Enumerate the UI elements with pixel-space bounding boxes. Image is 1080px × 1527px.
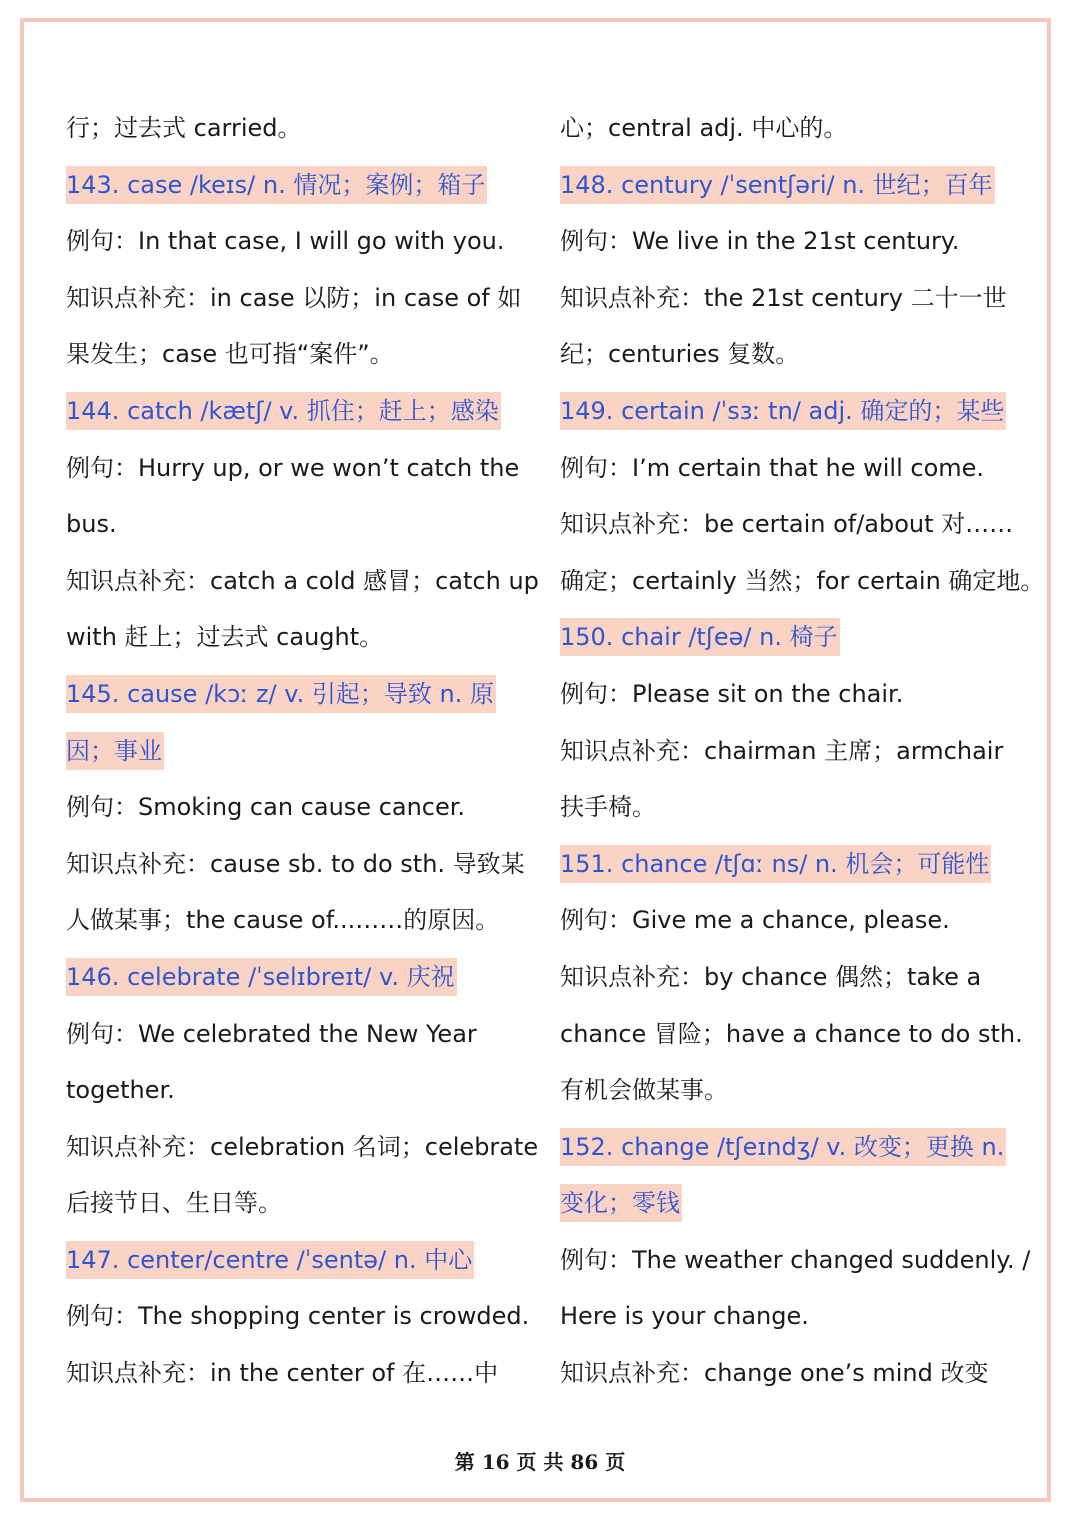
text-line: 知识点补充：in the center of 在……中 bbox=[66, 1359, 499, 1388]
text-line: 知识点补充：in case 以防；in case of 如 bbox=[66, 283, 522, 312]
entry-heading: 152. change /tʃeɪndʒ/ v. 改变；更换 n. bbox=[560, 1119, 1030, 1176]
text-line: with 赶上；过去式 caught。 bbox=[66, 623, 384, 652]
text-line: 例句：We celebrated the New Year bbox=[66, 1019, 477, 1048]
left-column bbox=[66, 100, 539, 1402]
entry-heading: 144. catch /kætʃ/ v. 抓住；赶上；感染 bbox=[66, 383, 536, 440]
text-line: 知识点补充：the 21st century 二十一世 bbox=[560, 283, 1007, 312]
text-line: 知识点补充：change one’s mind 改变 bbox=[560, 1359, 989, 1388]
text-line: 人做某事；the cause of...……的原因。 bbox=[66, 906, 500, 935]
text-line: 纪；centuries 复数。 bbox=[560, 340, 800, 369]
text-line: bus. bbox=[66, 510, 117, 539]
entry-heading: 151. chance /tʃɑː ns/ n. 机会；可能性 bbox=[560, 836, 1030, 893]
entry-heading: 149. certain /ˈsɜː tn/ adj. 确定的；某些 bbox=[560, 383, 1030, 440]
text-line: 知识点补充：celebration 名词；celebrate bbox=[66, 1132, 539, 1161]
text-line: 知识点补充：by chance 偶然；take a bbox=[560, 962, 982, 991]
text-line: 果发生；case 也可指“案件”。 bbox=[66, 340, 394, 369]
entry-heading: 146. celebrate /ˈselɪbreɪt/ v. 庆祝 bbox=[66, 949, 536, 1006]
entry-heading: 145. cause /kɔː z/ v. 引起；导致 n. 原 bbox=[66, 666, 536, 723]
text-line: 例句：We live in the 21st century. bbox=[560, 227, 960, 256]
text-line: 例句：Give me a chance, please. bbox=[560, 906, 950, 935]
text-line: 例句：In that case, I will go with you. bbox=[66, 227, 505, 256]
entry-heading: 143. case /keɪs/ n. 情况；案例；箱子 bbox=[66, 157, 536, 214]
text-line: 知识点补充：cause sb. to do sth. 导致某 bbox=[66, 849, 525, 878]
text-line: 确定；certainly 当然；for certain 确定地。 bbox=[560, 566, 1045, 595]
text-line: 例句：The shopping center is crowded. bbox=[66, 1302, 530, 1331]
text-line: 例句：Please sit on the chair. bbox=[560, 679, 904, 708]
entry-heading: 148. century /ˈsentʃəri/ n. 世纪；百年 bbox=[560, 157, 1030, 214]
text-line: 有机会做某事。 bbox=[560, 1076, 728, 1105]
text-line: 后接节日、生日等。 bbox=[66, 1189, 282, 1218]
right-column bbox=[560, 100, 1045, 1402]
text-line: 知识点补充：chairman 主席；armchair bbox=[560, 736, 1004, 765]
text-line: 例句：The weather changed suddenly. / bbox=[560, 1245, 1031, 1274]
text-line: chance 冒险；have a chance to do sth. bbox=[560, 1019, 1023, 1048]
text-line: Here is your change. bbox=[560, 1302, 809, 1331]
entry-heading: 变化；零钱 bbox=[560, 1175, 1030, 1232]
page-number: 第 16 页 共 86 页 bbox=[454, 1450, 626, 1474]
text-line: 例句：I’m certain that he will come. bbox=[560, 453, 985, 482]
entry-heading: 150. chair /tʃeə/ n. 椅子 bbox=[560, 609, 1030, 666]
text-line: 例句：Hurry up, or we won’t catch the bbox=[66, 453, 520, 482]
text-line: 心；central adj. 中心的。 bbox=[560, 114, 848, 142]
text-line: 知识点补充：be certain of/about 对…… bbox=[560, 510, 1014, 539]
text-line: 扶手椅。 bbox=[560, 793, 656, 822]
entry-heading: 因；事业 bbox=[66, 723, 536, 780]
text-line: 行；过去式 carried。 bbox=[66, 114, 302, 142]
text-line: 例句：Smoking can cause cancer. bbox=[66, 793, 466, 822]
text-line: together. bbox=[66, 1076, 175, 1105]
text-line: 知识点补充：catch a cold 感冒；catch up bbox=[66, 566, 539, 595]
entry-heading: 147. center/centre /ˈsentə/ n. 中心 bbox=[66, 1232, 536, 1289]
